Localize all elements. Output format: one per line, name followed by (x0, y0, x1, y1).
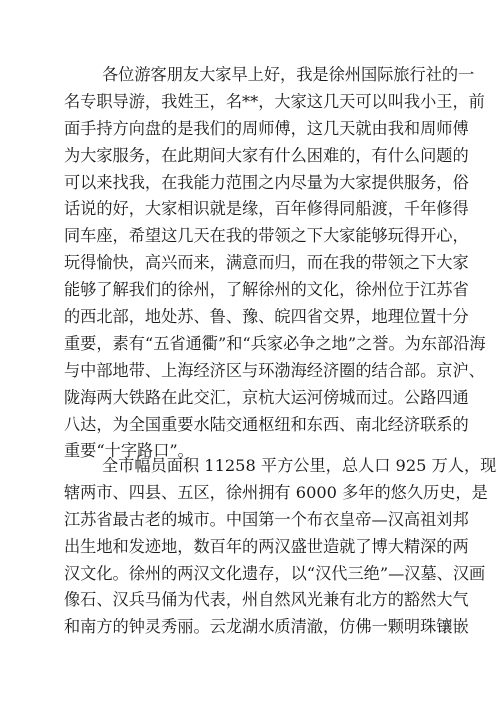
text-line: 全市幅员面积 11258 平方公里，总人口 925 万人，现 (102, 456, 497, 475)
text-line: 名专职导游，我姓王，名**，大家这几天可以叫我小王，前 (64, 91, 485, 111)
text-line: 像石、汉兵马俑为代表，州自然风光兼有北方的豁然大气 (64, 590, 469, 610)
text-line: 面手持方向盘的是我们的周师傅，这几天就由我和周师傅 (64, 118, 469, 138)
paragraph-city-overview (64, 453, 497, 641)
paragraph-greeting (64, 62, 486, 465)
text-line: 汉文化。徐州的两汉文化遗存，以“汉代三绝”—汉墓、汉画 (64, 563, 486, 583)
text-line: 江苏省最古老的城市。中国第一个布衣皇帝—汉高祖刘邦 (64, 509, 469, 529)
text-line: 玩得愉快，高兴而来，满意而归，而在我的带领之下大家 (64, 253, 469, 273)
text-line: 出生地和发迹地，数百年的两汉盛世造就了博大精深的两 (64, 536, 469, 556)
text-line: 辖两市、四县、五区，徐州拥有 6000 多年的悠久历史，是 (64, 482, 488, 502)
text-line: 重要，素有“五省通衢”和“兵家必争之地”之誉。为东部沿海 (64, 333, 486, 353)
text-line: 同车座，希望这几天在我的带领之下大家能够玩得开心， (64, 226, 469, 246)
text-line: 各位游客朋友大家早上好，我是徐州国际旅行社的一 (102, 65, 475, 84)
text-line: 能够了解我们的徐州，了解徐州的文化，徐州位于江苏省 (64, 280, 469, 300)
text-line: 重要“十字路口”。 (64, 441, 194, 461)
text-line: 可以来找我，在我能力范围之内尽量为大家提供服务，俗 (64, 172, 469, 192)
text-line: 话说的好，大家相识就是缘，百年修得同船渡，千年修得 (64, 199, 469, 219)
text-line: 与中部地带、上海经济区与环渤海经济圈的结合部。京沪、 (64, 360, 485, 380)
text-line: 八达，为全国重要水陆交通枢纽和东西、南北经济联系的 (64, 414, 469, 434)
text-line: 的西北部，地处苏、鲁、豫、皖四省交界，地理位置十分 (64, 307, 469, 327)
text-line: 为大家服务，在此期间大家有什么困难的，有什么问题的 (64, 145, 469, 165)
text-line: 陇海两大铁路在此交汇，京杭大运河傍城而过。公路四通 (64, 387, 469, 407)
text-line: 和南方的钟灵秀丽。云龙湖水质清澈，仿佛一颗明珠镶嵌 (64, 617, 469, 637)
